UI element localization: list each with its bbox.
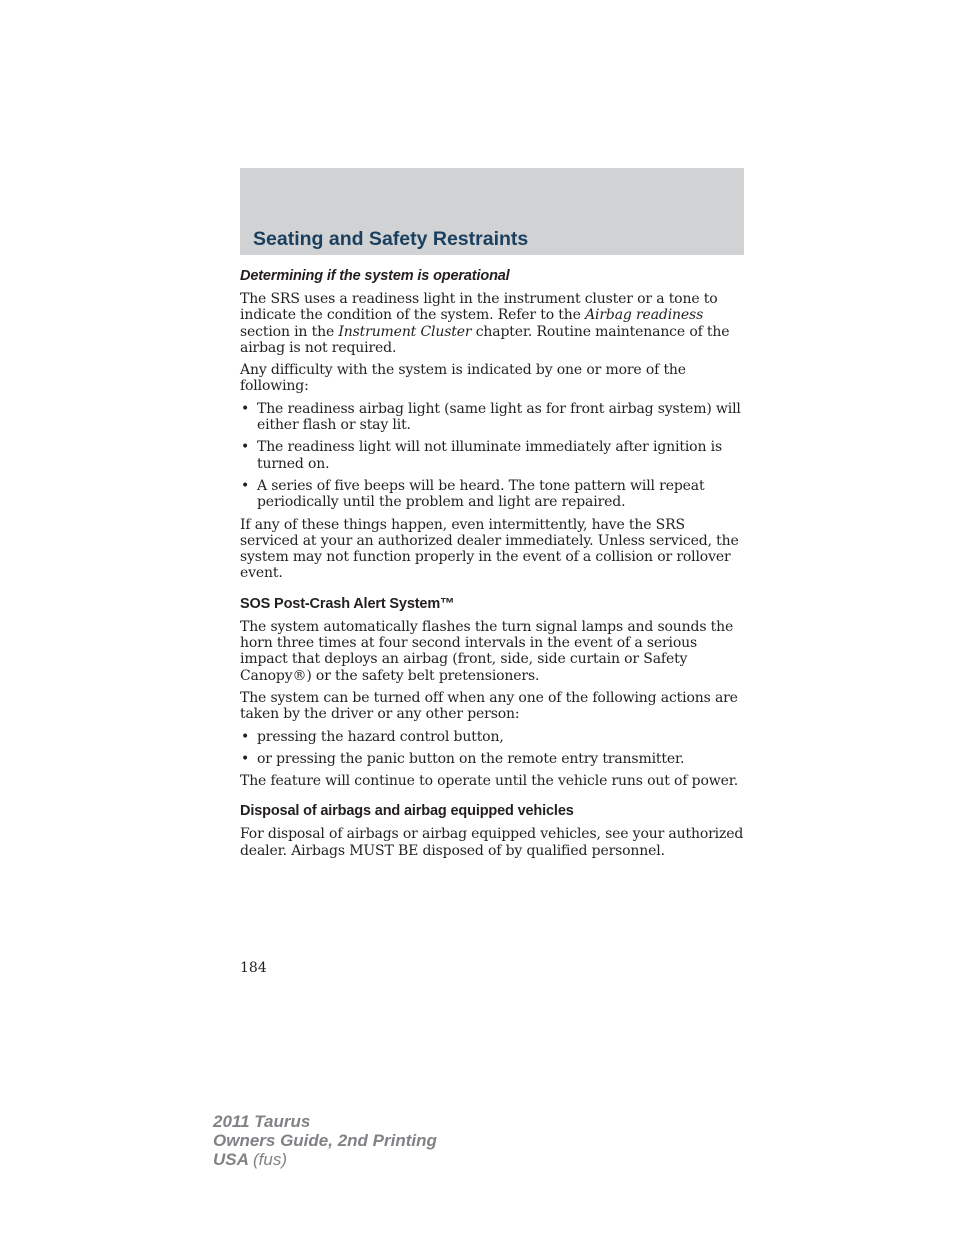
- text-run: section in the: [240, 323, 339, 340]
- bullet-icon: •: [241, 728, 250, 745]
- bullet-icon: •: [241, 439, 250, 456]
- ref-instrument-cluster: Instrument Cluster: [338, 323, 472, 340]
- list-item-text: The readiness airbag light (same light as for front airbag system) will either flash or stay lit.: [257, 400, 741, 434]
- bullet-icon: •: [241, 477, 250, 494]
- footer-country: USA: [213, 1150, 249, 1169]
- paragraph-difficulty-intro: Any difficulty with the system is indicated by one or more of the following:: [240, 362, 686, 395]
- list-item: [240, 439, 744, 472]
- list-item-text: The readiness light will not illuminate immediately after ignition is turned on.: [257, 439, 722, 472]
- footer-region: [213, 1150, 437, 1169]
- paragraph-srs-readiness: [240, 291, 744, 356]
- list-item-text: A series of five beeps will be heard. The tone pattern will repeat periodically until the problem and light are repaired.: [257, 477, 705, 511]
- bullet-icon: •: [241, 400, 250, 417]
- text-run: chapter. Routine maintenance of the airbag is not required.: [240, 323, 730, 356]
- section-header-band: [240, 168, 744, 255]
- footer-model: 2011 Taurus: [213, 1112, 311, 1131]
- list-item: [240, 478, 744, 511]
- paragraph-sos-power: The feature will continue to operate until the vehicle runs out of power.: [240, 773, 739, 790]
- bullet-list-difficulty: [240, 401, 744, 511]
- heading-sos-post-crash: SOS Post-Crash Alert System™: [240, 595, 455, 612]
- list-item: [240, 729, 744, 745]
- bullet-list-turn-off: [240, 729, 744, 768]
- list-item-text: pressing the hazard control button,: [257, 728, 504, 745]
- footer-code: (fus): [253, 1150, 287, 1169]
- heading-disposal: Disposal of airbags and airbag equipped vehicles: [240, 803, 574, 820]
- page-content: [240, 266, 744, 865]
- paragraph-disposal: For disposal of airbags or airbag equipped vehicles, see your authorized dealer. Airbags MUST BE disposed of by qualified personnel.: [240, 826, 744, 859]
- footer-guide: Owners Guide, 2nd Printing: [213, 1131, 437, 1150]
- page-number: 184: [240, 960, 267, 976]
- text-run: The SRS uses a readiness light in the instrument cluster or a tone to indicate the condition of the system. Refer to the: [240, 291, 718, 324]
- paragraph-sos-description: The system automatically flashes the turn signal lamps and sounds the horn three times at four second intervals in the event of a serious impact that deploys an airbag (front, side, side curtain or Safety Canopy®) or the safety belt pretensioners.: [240, 618, 734, 684]
- list-item-text: or pressing the panic button on the remote entry transmitter.: [257, 750, 685, 767]
- list-item: [240, 751, 744, 767]
- ref-airbag-readiness: Airbag readiness: [585, 307, 704, 324]
- list-item: [240, 401, 744, 434]
- paragraph-sos-turn-off: The system can be turned off when any one of the following actions are taken by the driver or any other person:: [240, 689, 738, 723]
- paragraph-service-advice: If any of these things happen, even intermittently, have the SRS serviced at your an authorized dealer immediately. Unless serviced, the system may not function properly in the event of a collision or rollover event.: [240, 516, 739, 582]
- chapter-title: Seating and Safety Restraints: [253, 228, 529, 250]
- document-footer: [213, 1112, 437, 1169]
- heading-system-operational: Determining if the system is operational: [240, 268, 510, 284]
- bullet-icon: •: [241, 750, 250, 767]
